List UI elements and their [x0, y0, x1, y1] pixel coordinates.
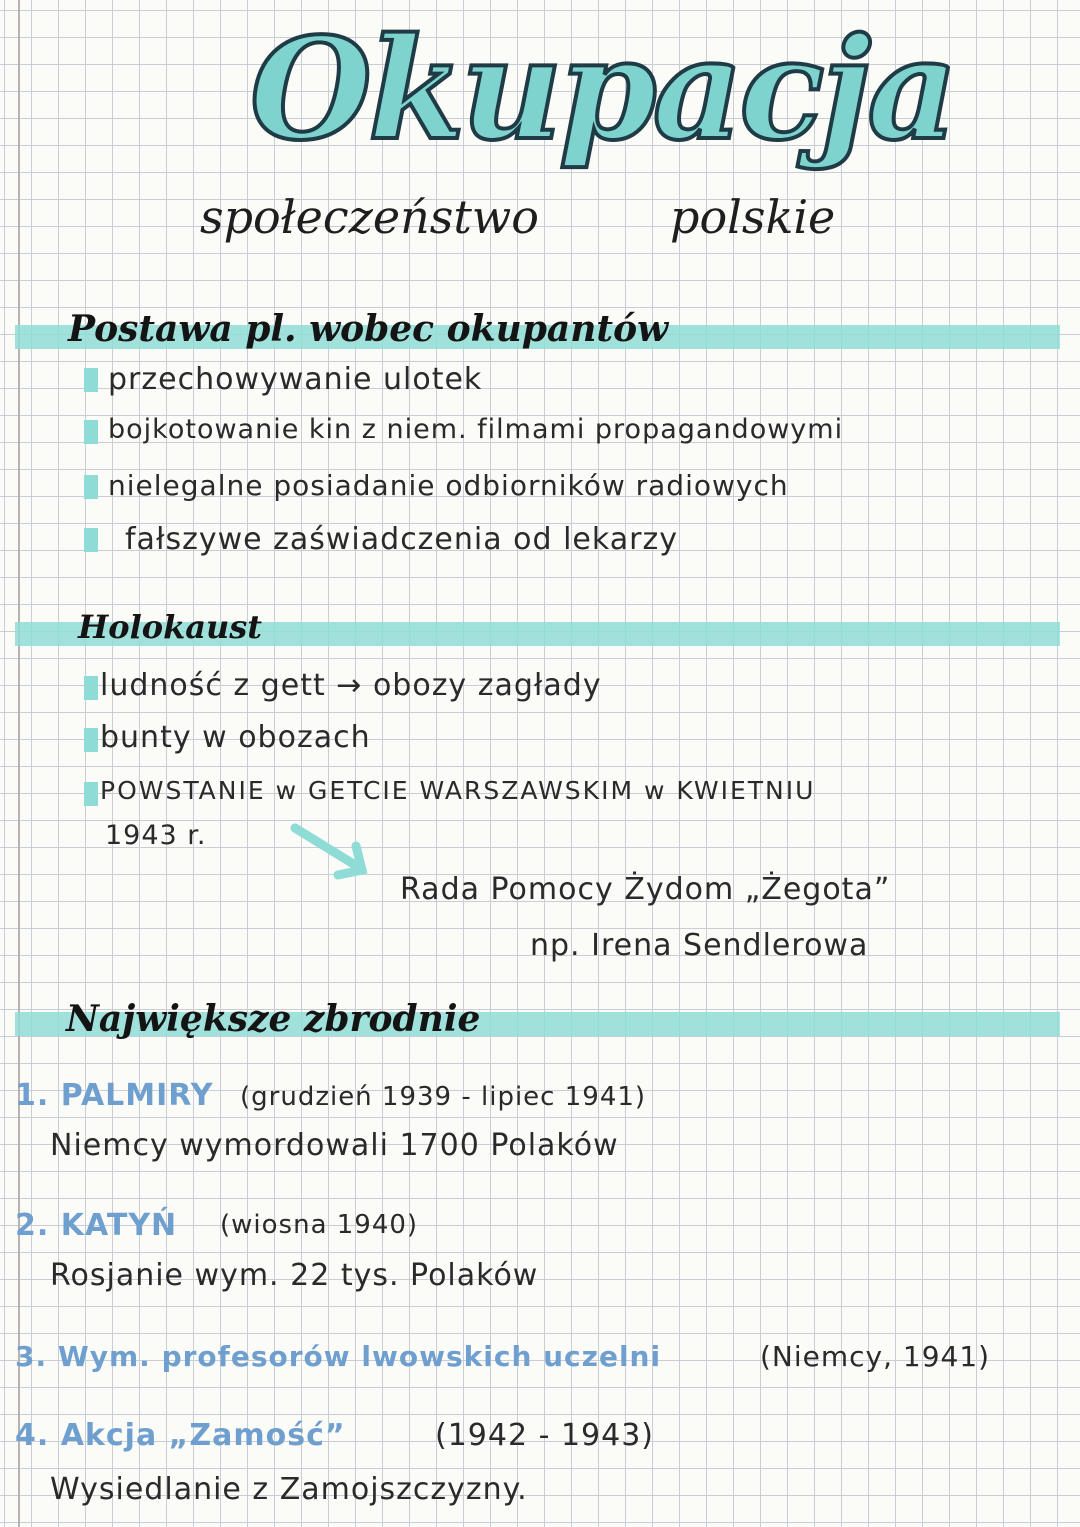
crime-desc: Rosjanie wym. 22 tys. Polaków: [50, 1258, 539, 1293]
section-heading-zbrodnie: Największe zbrodnie: [66, 998, 481, 1040]
bullet-marker: [84, 528, 98, 552]
bullet-marker: [84, 728, 98, 752]
notebook-margin-line: [18, 0, 20, 1527]
crime-name: 1. PALMIRY: [15, 1078, 214, 1113]
crime-name: 4. Akcja „Zamość”: [15, 1418, 346, 1453]
list-item: przechowywanie ulotek: [108, 362, 483, 397]
bullet-marker: [84, 420, 98, 444]
subtitle-part-2: polskie: [670, 190, 836, 244]
bullet-marker: [84, 368, 98, 392]
crime-detail: (Niemcy, 1941): [760, 1340, 991, 1373]
page-title: Okupacja: [250, 8, 954, 172]
bullet-marker: [84, 782, 98, 806]
subtitle-part-1: społeczeństwo: [200, 190, 539, 244]
crime-detail: (grudzień 1939 - lipiec 1941): [240, 1082, 647, 1112]
zegota-note: Rada Pomocy Żydom „Żegota”: [400, 872, 891, 907]
section-heading-holokaust: Holokaust: [78, 608, 263, 646]
crime-desc: Niemcy wymordowali 1700 Polaków: [50, 1128, 619, 1163]
list-item: POWSTANIE w GETCIE WARSZAWSKIM w KWIETNIU: [100, 776, 816, 805]
list-item: bunty w obozach: [100, 720, 371, 755]
crime-detail: (wiosna 1940): [220, 1210, 419, 1240]
crime-detail: (1942 - 1943): [435, 1418, 655, 1453]
list-item: bojkotowanie kin z niem. filmami propagandowymi: [108, 414, 844, 445]
bullet-marker: [84, 475, 98, 499]
list-item: nielegalne posiadanie odbiorników radiowych: [108, 469, 789, 502]
list-item: ludność z gett → obozy zagłady: [100, 668, 602, 703]
year-text: 1943 r.: [105, 820, 207, 851]
crime-name: 2. KATYŃ: [15, 1208, 178, 1243]
sendlerowa-example: np. Irena Sendlerowa: [530, 928, 869, 963]
crime-desc: Wysiedlanie z Zamojszczyzny.: [50, 1472, 528, 1507]
bullet-marker: [84, 676, 98, 700]
list-item: fałszywe zaświadczenia od lekarzy: [125, 522, 678, 557]
arrow-icon: [290, 820, 380, 890]
crime-name: 3. Wym. profesorów lwowskich uczelni: [15, 1340, 662, 1373]
section-heading-postawa: Postawa pl. wobec okupantów: [68, 308, 669, 350]
